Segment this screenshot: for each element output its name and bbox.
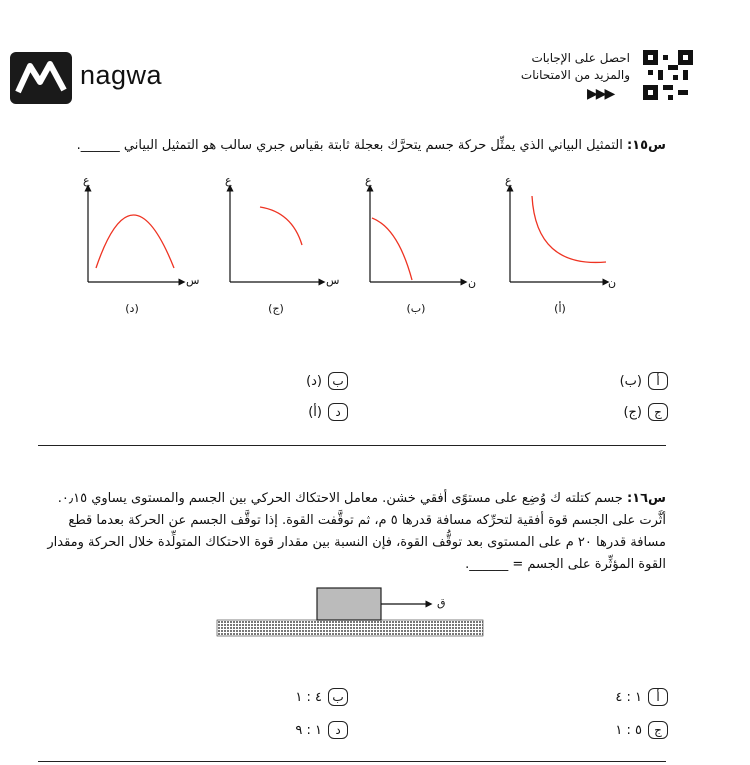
graph-b-caption: (ب): [406, 302, 426, 315]
graph-c-xlabel: س: [326, 274, 340, 287]
divider-bottom: [38, 761, 666, 762]
q16-diagram: [215, 585, 485, 645]
q15-option-c[interactable]: [623, 403, 668, 421]
graph-c-ylabel: ع: [225, 174, 232, 187]
graph-b-xlabel: ن: [468, 276, 477, 289]
q16-line-1: [26, 488, 666, 510]
option-letter-badge: أ: [648, 372, 668, 390]
graph-a-xlabel: ن: [608, 276, 617, 289]
graph-d-caption: (د): [125, 302, 139, 315]
option-text: ١ : ٤: [615, 689, 642, 705]
brand-name: nagwa: [80, 60, 163, 90]
graph-d: [88, 188, 182, 282]
promo-line-2: والمزيد من الامتحانات: [520, 68, 630, 82]
option-text: (ب): [619, 373, 642, 389]
promo-arrows: ▶▶▶: [587, 86, 614, 102]
option-text: (أ): [308, 404, 322, 420]
graph-d-xlabel: س: [186, 274, 200, 287]
option-letter-badge: د: [328, 721, 348, 739]
graph-b-ylabel: ع: [365, 174, 372, 187]
option-text: ١ : ٩: [295, 722, 322, 738]
option-text: (ج): [623, 404, 642, 420]
q16-option-c[interactable]: [615, 721, 668, 739]
q16-option-d[interactable]: [295, 721, 348, 739]
q16-text: [26, 488, 666, 576]
force-label: ق: [437, 596, 446, 609]
q16-line-2: أثَّرت على الجسم قوة أفقية لتحرِّكه مسافة قدرها ٥ م، ثم توقَّفت القوة. إذا توقَّف الجسم عن الحركة بعدما قطع: [68, 513, 666, 528]
qr-code[interactable]: [643, 50, 693, 104]
q16-line-4: القوة المؤثِّرة على الجسم = ______.: [465, 557, 666, 572]
option-text: ٥ : ١: [615, 722, 642, 738]
q16-line-3: مسافة قدرها ٢٠ م على المستوى بعد توقُّف القوة، فإن النسبة بين مقدار قوة الاحتكاك المتولِّدة خلال الحركة ومقدار: [47, 535, 666, 550]
promo-line-1: احصل على الإجابات: [531, 51, 630, 65]
option-letter-badge: ج: [648, 721, 668, 739]
graph-b: [370, 188, 464, 282]
q16-option-b[interactable]: [295, 688, 348, 706]
q15-number: س١٥:: [626, 138, 666, 153]
rough-surface: [217, 620, 483, 636]
q15-body: التمثيل البياني الذي يمثِّل حركة جسم يتحرَّك بعجلة ثابتة بقياس جبري سالب هو التمثيل البياني ______.: [76, 138, 623, 153]
nagwa-logo: [10, 52, 72, 108]
q15-text: [36, 135, 666, 157]
q15-option-a[interactable]: [620, 372, 668, 390]
graph-a-ylabel: ع: [505, 174, 512, 187]
q16-option-a[interactable]: [615, 688, 668, 706]
option-text: ٤ : ١: [295, 689, 322, 705]
option-letter-badge: د: [328, 403, 348, 421]
block: [317, 588, 381, 620]
option-letter-badge: ب: [328, 372, 348, 390]
q15-option-d[interactable]: [308, 403, 348, 421]
option-letter-badge: ج: [648, 403, 668, 421]
q16-number: س١٦:: [626, 491, 666, 506]
graph-d-ylabel: ع: [83, 174, 90, 187]
promo-text[interactable]: [521, 50, 630, 84]
option-letter-badge: ب: [328, 688, 348, 706]
q16-line-1-text: جسم كتلته ك وُضِع على مستوًى أفقي خشن. معامل الاحتكاك الحركي بين الجسم والمستوى يساوي ٠٫١٥.: [57, 491, 623, 506]
graph-a: [510, 188, 606, 282]
graph-c: [230, 188, 322, 282]
divider: [38, 445, 666, 446]
option-letter-badge: أ: [648, 688, 668, 706]
graph-a-caption: (أ): [554, 302, 566, 315]
graph-c-caption: (ج): [268, 302, 284, 315]
option-text: (د): [306, 373, 322, 389]
q15-option-b[interactable]: [306, 372, 348, 390]
